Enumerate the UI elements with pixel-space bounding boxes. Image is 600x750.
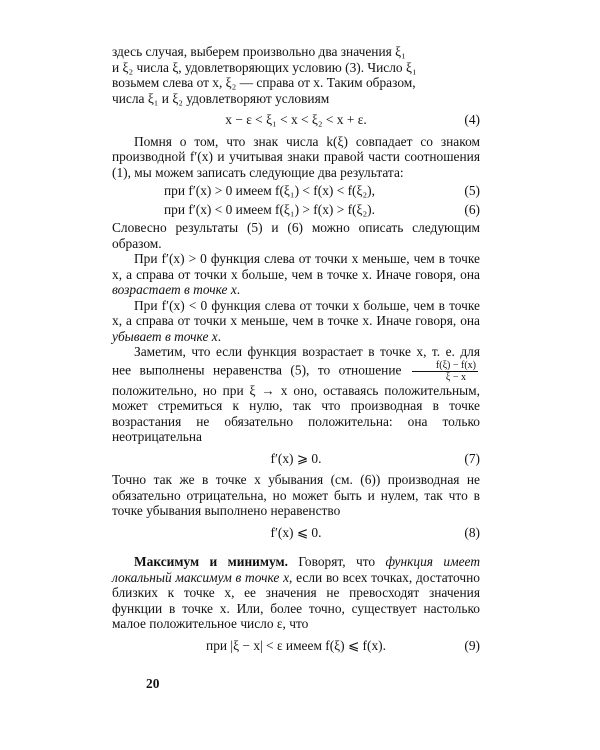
- equation-4: [112, 112, 480, 128]
- text: , если во всех точках, достаточно близких к точке x, ее значения не превосходят значения функции в точке x. Или, более точно, существует настолько малое положительное число ε, что: [112, 569, 480, 631]
- paragraph: [112, 251, 480, 298]
- equation-number: (6): [464, 201, 480, 217]
- section-heading: Максимум и минимум.: [134, 554, 288, 569]
- paragraph: [112, 344, 480, 445]
- equation-8: [112, 525, 480, 541]
- fraction: [412, 360, 478, 383]
- equation-number: (8): [464, 524, 480, 540]
- paragraph: Словесно результаты (5) и (6) можно описать следующим образом.: [112, 220, 480, 251]
- equation-5: [112, 183, 480, 199]
- text: При f′(x) < 0 функция слева от точки x больше, чем в точке x, а справа от точки x меньше, чем в точке x. Иначе говоря, она: [112, 297, 480, 328]
- text: При f′(x) > 0 функция слева от точки x меньше, чем в точке x, а справа от точки x больше, чем в точке x. Иначе говоря, она: [112, 251, 480, 282]
- text-line: возьмем слева от x, ξ₂ — справа от x. Таким образом,: [112, 75, 416, 90]
- equation-number: (4): [464, 112, 480, 127]
- paragraph: Помня о том, что знак числа k(ξ) совпадает со знаком производной f′(x) и учитывая знаки правой части соотношения (1), мы можем записать следующие два результата:: [112, 133, 480, 180]
- emphasis: убывает в точке x: [112, 328, 218, 344]
- text: Говорят, что: [287, 554, 386, 569]
- equation-number: (9): [464, 637, 480, 653]
- text: .: [217, 328, 222, 344]
- equation-text: f′(x) ⩽ 0.: [270, 524, 322, 540]
- emphasis: функция имеет локальный максимум в точке x: [112, 554, 480, 585]
- text-line: здесь случая, выберем произвольно два значения ξ₁: [112, 44, 406, 59]
- fraction-numerator: f(ξ) − f(x): [412, 360, 478, 372]
- text: Заметим, что если функция возрастает в точке x, т. е. для нее выполнены неравенства (5), то отношение: [112, 344, 480, 378]
- paragraph: [112, 298, 480, 345]
- text-line: числа ξ₁ и ξ₂ удовлетворяют условиям: [112, 90, 330, 106]
- equation-text: при f′(x) > 0 имеем f(ξ₁) < f(x) < f(ξ₂),: [164, 183, 375, 198]
- equation-7: [112, 451, 480, 467]
- equation-text: при |ξ − x| < ε имеем f(ξ) ⩽ f(x).: [206, 637, 386, 653]
- equation-text: x − ε < ξ₁ < x < ξ₂ < x + ε.: [225, 112, 367, 127]
- fraction-denominator: ξ − x: [445, 371, 467, 383]
- text: .: [236, 282, 241, 297]
- equation-text: f′(x) ⩾ 0.: [270, 450, 322, 466]
- text-line: и ξ₂ числа ξ, удовлетворяющих условию (3). Число ξ₁: [112, 59, 417, 75]
- text: положительно, но при ξ → x оно, оставаясь положительным, может стремиться к нулю, так что производная в точке возрастания не обязательно положительна: она только неотрицательна: [112, 382, 480, 444]
- equation-number: (7): [464, 450, 480, 466]
- page-body: [112, 44, 480, 659]
- equation-text: при f′(x) < 0 имеем f(ξ₁) > f(x) > f(ξ₂).: [164, 201, 375, 217]
- equation-6: [112, 202, 480, 218]
- equation-number: (5): [464, 183, 480, 198]
- equation-9: [112, 638, 480, 654]
- paragraph: [112, 554, 480, 632]
- page-number: 20: [146, 676, 160, 691]
- paragraph: Точно так же в точке x убывания (см. (6)) производная не обязательно отрицательна, но может быть и нулем, так что в точке убывания выполнено неравенство: [112, 472, 480, 518]
- emphasis: возрастает в точке x: [112, 282, 237, 297]
